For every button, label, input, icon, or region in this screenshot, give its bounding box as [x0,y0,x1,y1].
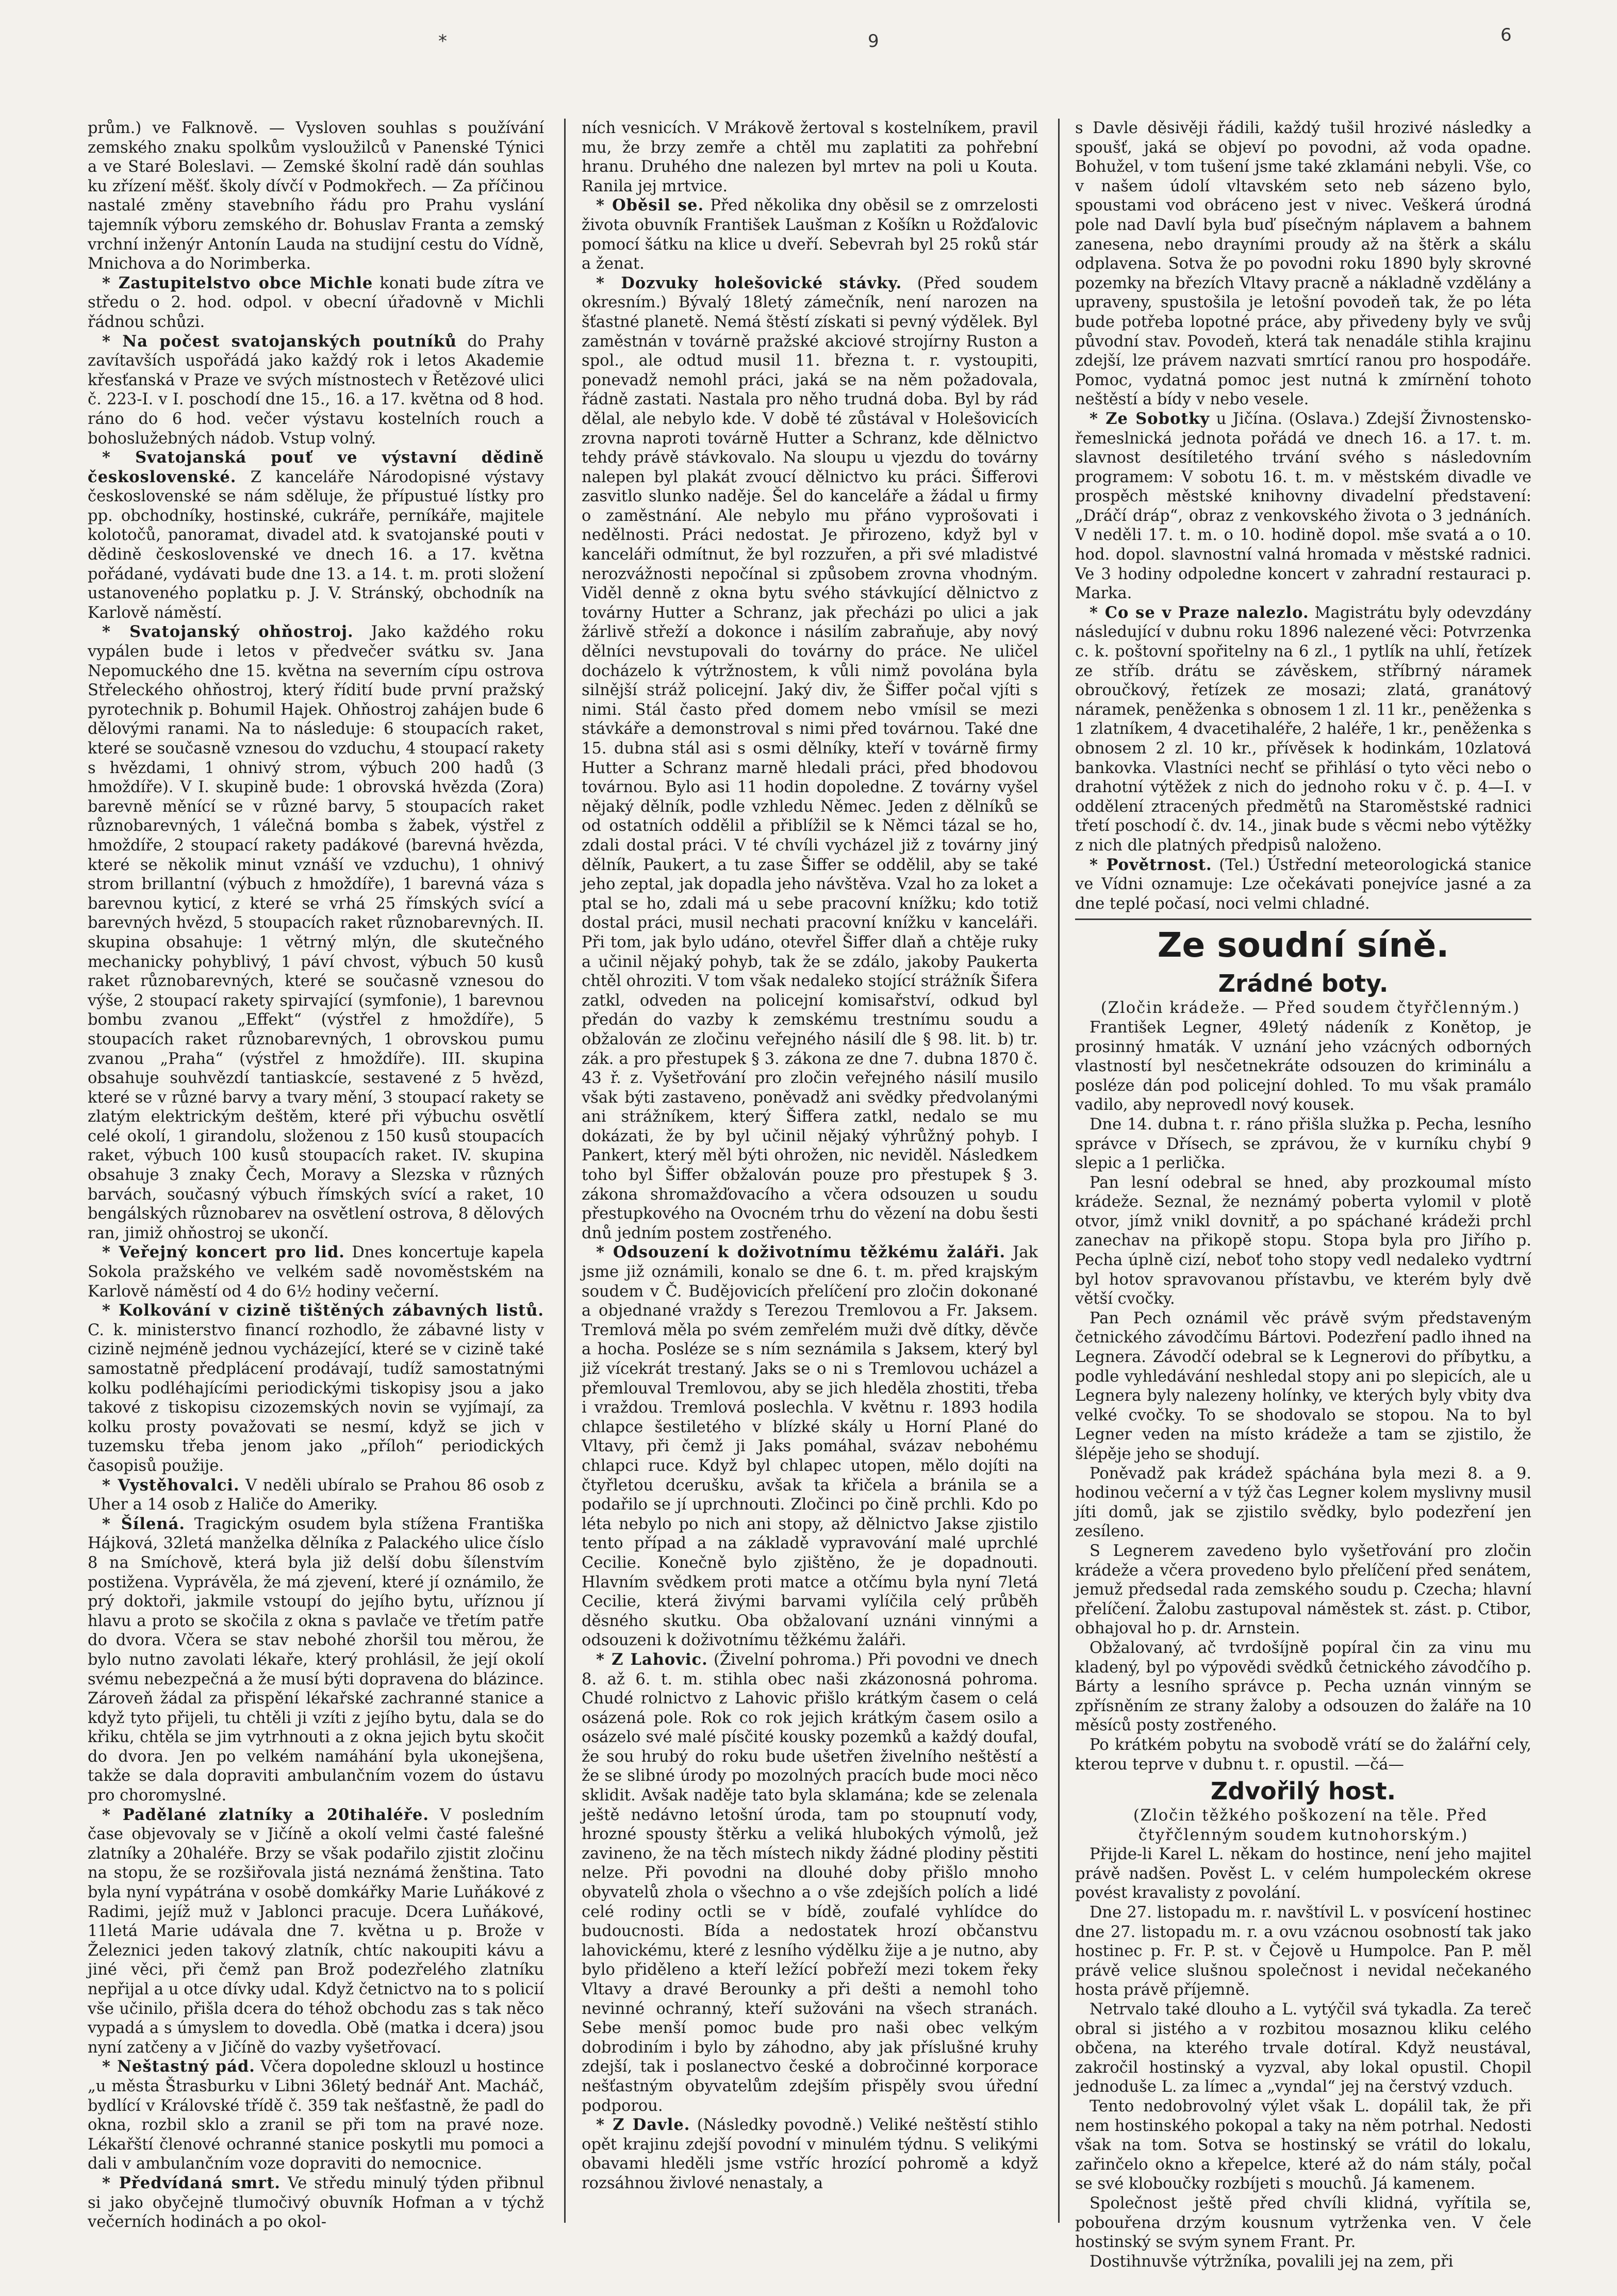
news-item-text: do Prahy zavítavších uspořádá jako každý rok i letos Akademie křesťanská v Praze ve svých místnostech v Řetězové ulici č. 223-I. v I. poschodí dne 15., 16. a 17. května od 8 hod. ráno do 6 hod. večer výstavu kostelních rouch a bohoslužebných nádob. Vstup volný. [88,332,544,448]
news-item [88,119,544,274]
news-item-headline: * Šílená. [102,1514,185,1533]
news-item-headline: * Z Lahovic. [596,1650,708,1669]
news-item-text: Jak jsme již oznámili, konalo se dne 6. t. m. před krajským soudem v Č. Budějovicích přelíčení pro zločin dokonané a objednané vraždy s Terezou Tremlovou a Fr. Jaksem. Tremlová měla po svém zemřelém muži dvě dítky, děvče a hocha. Posléze se s ním seznámila s Jaksem, který byl již vícekrát trestaný. Jaks se o ni s Tremlovou ucházel a přemlouval Tremlovou, aby se jich hleděla zhostiti, třeba i vraždou. Tremlová poslechla. V květnu r. 1893 hodila chlapce šestiletého v blízké skály u Horní Plané do Vltavy, při čemž ji Jaks pomáhal, svázav nebohému chlapci ruce. Když byl chlapec utopen, mělo dojíti na čtyřletou dcerušku, avšak ta křičela a bránila se a podařilo se jí uprchnouti. Zločinci po čině prchli. Kdo po léta nebylo po nich ani stopy, až dělnictvo Jakse zjistilo tento případ a na základě vypravování malé uprchlé Cecilie. Konečně bylo zjištěno, že je dopadnouti. Hlavním svědkem proti matce a otčímu byla nyní 7letá Cecilie, která živými barvami vylíčila celý průběh děsného skutku. Oba obžalovaní uznáni vinnými a odsouzeni k doživotnímu těžkému žaláři. [582,1243,1038,1650]
column-2 [582,119,1038,2223]
news-item [88,448,544,622]
news-item [88,1476,544,1515]
article-paragraph: Přijde-li Karel L. někam do hostince, není jeho majitel právě nadšen. Pověst L. v celém humpoleckém okrese povést kravalisty z povolání. [1075,1845,1531,1903]
news-item [88,1806,544,2058]
article-paragraph: Tento nedobrovolný výlet však L. dopálil tak, že při nem hostinského pokopal a taky na něm potrhal. Nedosti však na tom. Sotva se hostinský se vrátil do lokalu, zařinčelo okno a křepelce, které až do nám stály, počal se své kloboučky rozbíjeti s mouchů. Já kamenem. [1075,2097,1531,2193]
news-item [88,1243,544,1301]
news-item-headline: * Vystěhovalci. [102,1475,240,1495]
article-paragraph: Pan Pech oznámil věc právě svým představeným četnického závodčímu Bártovi. Podezření padlo ihned na Legnera. Závodčí odebral se k Legnerovi do příbytku, a podle vyhledávání neshledal stopy ani po slepicích, ale u Legnera byly nalezeny holínky, ve kterých byly vbity dva velké cvočky. To se shodovalo se stopou. Na to byl Legner veden na místo krádeže a tam se zjistilo, že šlépěje jeho se shodují. [1075,1309,1531,1463]
news-item [88,1515,544,1806]
news-item-headline: * Oběsil se. [596,196,704,215]
section-divider [1075,919,1531,920]
news-item-text: prům.) ve Falknově. — Vysloven souhlas s používání zemského znaku spolkům vysloužilců v Panenské Týnici a ve Staré Boleslavi. — Zemské školní radě dán souhlas ku zřízení měšť. školy dívčí v Podmokřech. — Za příčinou nastalé změny stavebního řádu pro Prahu vyslání tajemník výboru zemského dr. Bohuslav Franta a zemský vrchní inženýr Antonín Lauda na studijní cestu do Vídně, Mnichova a do Norimberka. [88,119,544,273]
page-mark-center: 9 [868,31,879,52]
news-item-text: (Následky povodně.) Veliké neštěstí stihlo opět krajinu zdejší povodní v minulém týdnu. S velikými obavami hleděli jsme vstříc hrozící pohromě a když rozsáhnou živlové nenastaly, a [582,2116,1038,2192]
news-item [582,119,1038,196]
news-item [1075,603,1531,856]
news-item [582,1243,1038,1650]
article-paragraph: Poněvadž pak krádež spáchána byla mezi 8. a 9. hodinou večerní a v týž čas Legner kolem myslivny musil jíti domů, jak se zjistilo svědky, bylo podezření jen zesíleno. [1075,1464,1531,1541]
news-item-headline: * Svatojanská pouť ve výstavní dědině československé. [88,448,544,486]
news-item-text: (Tel.) Ústřední meteorologická stanice ve Vídni oznamuje: Lze očekávati ponejvíce jasné a za dne teplé počasí, noci velmi chladné. [1075,856,1531,913]
news-item-headline: * Odsouzení k doživotnímu těžkému žaláři. [596,1243,1006,1262]
article-subtitle: (Zločin těžkého poškození na těle. Před čtyřčlenným soudem kutnohorským.) [1133,1807,1488,1844]
news-item-headline: * Ze Sobotky [1090,409,1210,428]
page-mark-right: 6 [1500,25,1512,45]
news-item-headline: * Na počest svatojanských poutníků [102,332,457,351]
news-item [88,332,544,449]
news-item-text: ních vesnicích. V Mrákově žertoval s kostelníkem, pravil mu, že brzy zemře a chtěl mu zaplatiti za pohřební hranu. Druhého dne nalezen byl mrtev na poli u Kouta. Ranila jej mrtvice. [582,119,1038,195]
news-item-text: C. k. ministerstvo financí rozhodlo, že zábavné listy v cizině nejméně jednou vycházející, které se v cizině také samostatně předplácení prodávají, tudíž samostatnými kolku podléhajícími periodickými tiskopisy jsou a jako takové z tiskopisu cizozemských novin se vyjímají, za kolku prosty považovati se nesmí, když se jich v tuzemsku třeba jenom jako „příloh“ periodických časopisů použije. [88,1321,544,1475]
page-mark-left: * [438,31,447,52]
court-section-title: Ze soudní síně. [1157,925,1449,965]
news-item-text: Z kanceláře Národopisné výstavy československé se nám sděluje, že přípustué lístky pro pp. obchodníky, hostinské, cukráře, perníkáře, majitele kolotočů, panoramat, divadel atd. k svatojanské pouti v dědině československé ve dnech 16. a 17. května pořádané, vydávati bude dne 13. a 14. t. m. proti složení ustanoveného poplatku p. J. V. Stránský, obchodník na Karlově náměstí. [88,468,544,622]
article-paragraph: Po krátkém pobytu na svobodě vrátí se do žalářní cely, kterou teprve v dubnu t. r. opustil. —čá— [1075,1735,1531,1774]
article-paragraph: Obžalovaný, ač tvrdošíjně popíral čin za vinu mu kladený, byl po výpovědi svědků četnického závodčího p. Bárty a lesního správce p. Pecha uznán vinným se zpřísněním ze strany žaloby a odsouzen do žaláře na 10 měsíců posty zostřeného. [1075,1638,1531,1735]
news-item-text: (Živelní pohroma.) Při povodni ve dnech 8. až 6. t. m. stihla obec naši zkázonosná pohroma. Chudé rolnictvo z Lahovic přišlo krátkým časem o celá osázená pole. Rok co rok jejich krátkým časem osilo a osázelo své malé písčité kousky pozemků a každý doufal, že sou hrubý do roku bude ušetřen živelního neštěstí a že se slibné úrody po mozolných pracích bude moci něco sklidit. Avšak naděje tato byla sklamána; kde se zelenala ještě nedávno letošní úroda, tam po stoupnutí vody, hrozné spousty štěrku a veliká hlubokých výmolů, jež zavineno, že na těch místech nikdy žádné plodiny pěstiti nelze. Při povodni na dlouhé doby přišlo mnoho obyvatelů zhola o všechno a o vše zdejších polích a lidé celé rodiny octli se v bídě, zoufalé vyhlídce do budoucnosti. Bída a nedostatek hrozí občanstvu lahovickému, které z lesního výdělku žije a je nutno, aby bylo přiděleno a kteří ležící pobřeží mezi tokem řeky Vltavy a dravé Berounky a při dešti a nemohl toho nevinné ochranný, kteří sužováni na všech stranách. Sebe menší pomoc bude pro naši obec velkým dobrodiním i bylo by záhodno, aby jak příslušné kruhy zdejší, tak i poslanectvo české a dobročinné korporace nešťastným obyvatelům zdejším přispěly svou úřední podporou. [582,1650,1038,2115]
news-item-headline: * Co se v Praze nalezlo. [1090,603,1309,622]
article-paragraph: Pan lesní odebral se hned, aby prozkoumal místo krádeže. Seznal, že neznámý poberta vylomil v plotě otvor, jímž vnikl dovnitř, a po spáchané krádeži prchl zanechav na přikopě stopu. Stopa byla pro Jiřího p. Pecha úplně cizí, neboť toho stopy vedl nedaleko vydtrní byl hotov spravovanou přístavbu, ve kterém byly dvě větší cvočky. [1075,1173,1531,1308]
news-item-headline: * Zastupitelstvo obce Michle [102,273,373,292]
article-paragraph: František Legner, 49letý nádeník z Konětop, je prosinný hmaták. V uznání jeho vzácných odborných vlastností byl nesčetnekráte odsouzen do kriminálu a posléze dán pod policejní dohled. To mu však pramálo vadilo, aby neprovedl nový kousek. [1075,1018,1531,1114]
news-item-text: (Před soudem okresním.) Bývalý 18letý zámečník, není narozen na šťastné planetě. Nemá štěstí získati si pevný výdělek. Byl zaměstnán v továrně pražské akciové strojírny Ruston a spol., ale odtud musil 11. března t. r. vystoupiti, ponevadž nemohl práci, jaká se na něm požadovala, řádně zastati. Nastala pro něho trudná doba. Byl by rád dělal, ale nebylo kde. V době té zůstával v Holešovicích zrovna naproti továrně Hutter a Schranz, kde dělnictvo tehdy právě stávkovalo. Na sloupu u vjezdu do továrny nalepen byl plakát zvoucí dělnictvo ku práci. Šifferovi zasvitlo slunko naděje. Šel do kanceláře a žádal u firmy o zaměstnání. Ale nebylo mu přáno vyprošovati i nedělnosti. Práci nedostat. Je přirozeno, když byl v kanceláři odmítnut, že byl rozzuřen, a při své mladistvé nerozvážnosti nepočínal si způsobem zrovna vhodným. Viděl denně z okna bytu svého stávkující dělnictvo z továrny Hutter a Schranz, jak přecházi po ulici a jak žárlivě střeží a dokonce i násilím zabraňuje, aby nový dělníci nevstupovali do továrny do práce. Ne uličel docházelo k výtržnostem, k vůli nimž povolána byla silnější stráž policejní. Jaký div, že Šiffer počal vjíti s nimi. Stál často před domem nebo vmísil se mezi stávkáře a demonstroval s nimi před továrnou. Také dne 15. dubna stál asi s osmi dělníky, kteří v továrně firmy Hutter a Schranz marně hledali práci, před bhodovou továrnou. Bylo asi 11 hodin dopoledne. Z továrny vyšel nějaký dělník, podle vzhledu Němec. Jeden z dělníků se od ostatních oddělil a přiblížil se k Němci tázal se ho, zdali dostal práci. V té chvíli vycházel již z továrny jiný dělník, Paukert, a tu zase Šiffer se oddělil, aby se také jeho zeptal, jak dopadla jeho návštěva. Vzal ho za loket a ptal se ho, zdali má u sebe pracovní knížku; kdo totiž dostal práci, musil nechati pracovní knížku v kanceláři. Při tom, jak bylo udáno, otevřel Šiffer dlaň a chtěje ruky a učinil nějaký pohyb, tak že se zdálo, jakoby Paukerta chtěl ohroziti. V tom však nedaleko stojící strážník Šifera zatkl, odveden na policejní komisařství, odkud byl předán do vazby k zemskému trestnímu soudu a obžalován ze zločinu veřejného násilí dle § 98. lit. b) tr. zák. a pro přestupek § 3. zákona ze dne 7. dubna 1870 č. 43 ř. z. Vyšetřování pro zločin veřejného násilí musilo však býti zastaveno, poněvadž ani svědky předvolanými ani strážníkem, který Šiffera zatkl, nedalo se mu dokázati, že by byl učinil nějaký výhrůžný pohyb. I Pankert, který měl býti ohrožen, nic neviděl. Následkem toho byl Šiffer obžalován pouze pro přestupek § 3. zákona shromažďovacího a včera odsouzen u soudu přestupkového na Ovocném trhu do vězení na dobu šesti dnů jedním postem zostřeného. [582,274,1038,1242]
news-item [88,274,544,332]
article-paragraph: S Legnerem zavedeno bylo vyšetřování pro zločin krádeže a včera provedeno bylo přelíčení před senátem, jemuž předsedal rada zemského soudu p. Czecha; hlavní přelíčení. Žalobu zastupoval náměstek st. zást. p. Ctibor, obhajoval ho p. dr. Arnstein. [1075,1541,1531,1638]
news-item-text: s Davle děsivěji řádili, každý tušil hrozivé následky a spoušť, jaká se objeví po povodni, až voda opadne. Bohužel, v tom tušení jsme také zklamáni nebyli. Vše, co v našem údolí vltavském seto neb sázeno bylo, spoustami vod obráceno jest v nivec. Veškerá úrodná pole nad Davlí byla buď písečným náplavem a bahnem zanesena, nebo drayními proudy až na štěrk a skálu odplavena. Sotva že po povodni roku 1890 byly skrovné pozemky na březích Vltavy pracně a nákladně vzdělány a upraveny, spustošila je letošní povodeň tak, že po léta bude potřeba lopotné práce, aby přivedeny byly ve svůj původní stav. Povodeň, která tak nenadále stihla krajinu zdejší, lze právem nazvati smrtící ranou pro hospodáře. Pomoc, vydatná pomoc jest nutná k zmírnění tohoto neštěstí a bídy v nebo vesele. [1075,119,1531,409]
news-item-text: Jako každého roku vypálen bude i letos v předvečer svátku sv. Jana Nepomuckého dne 15. května na severním cípu ostrova Střeleckého ohňostroj, který řídití bude první pražský pyrotechnik p. Bohumil Hajek. Ohňostroj zahájen bude 6 dělovými ranami. Na to následuje: 6 stoupacích raket, které se současně vznesou do vzduchu, 4 stoupací rakety s hvězdami, 1 ohnivý strom, výbuch 200 hadů (3 hmoždíře). V I. skupině bude: 1 obrovská hvězda (Zora) barevně měnící se v různé barvy, 5 stoupacích raket různobarevných, 1 válečná bomba s žabek, výstřel z hmoždíře, 2 stoupací rakety padákové (barevná hvězda, které se několik minut vznáší ve vzduchu), 1 ohnivý strom brillantní (výbuch z hmoždíře), 1 barevná váza s barevnou kyticí, z které se vrhá 25 římských svící a barevných hvězd, 5 stoupacích raket různobarevných. II. skupina obsahuje: 1 větrný mlýn, dle skutečného mechanicky pohyblivý, 1 páví chvost, výbuch 50 kusů raket různobarevných, které se současně vznesou do výše, 2 stoupací rakety spirvající (symfonie), 1 barevnou bombu zvanou „Effekt“ (výstřel z hmoždíře), 5 stoupacích raket různobarevných, 1 obrovskou pumu zvanou „Praha“ (výstřel z hmoždíře). III. skupina obsahuje souhvězdí tantiaskcíe, sestavené z 5 hvězd, které se v různé barvy a tvary mění, 3 stoupací rakety se zlatým elektrickým deštěm, které při výbuchu osvětlí celé okolí, 1 girandolu, složenou z 150 kusů stoupacích raket, výbuch 100 kusů stoupacích raket. IV. skupina obsahuje 3 znaky Čech, Moravy a Slezska v různých barvách, současný výbuch římských svící a raket, 10 bengálských různobarev na osvětlení ostrova, 8 dělových ran, jimiž ohňostroj se ukončí. [88,623,544,1242]
news-item [88,622,544,1243]
article-paragraph: Dne 14. dubna t. r. ráno přišla služka p. Pecha, lesního správce v Dřísech, se zprávou, že v kurníku chybí 9 slepic a 1 perlička. [1075,1115,1531,1173]
news-item-text: Magistrátu byly odevzdány následující v dubnu roku 1896 nalezené věci: Potvrzenka c. k. poštovní spořitelny na 6 zl., 1 pytlík na uhlí, řetízek ze stříb. drátu se závěskem, stříbrný náramek obroučkový, řetízek ze mosazi; zlatá, granátový náramek, peněženka s obnosem 1 zl. 11 kr., peněženka s 1 zlatníkem, 4 dvacetihaléře, 2 haléře, 1 kr., peněženka s obnosem 2 zl. 10 kr., přívěsek k hodinkám, 10zlatová bankovka. Vlastníci nechť se přihlásí o tyto věci nebo o drahotní výtěžek z nich do jednoho roku v č. p. 4—I. v oddělení ztracených předmětů na Staroměstské radnici třetí poschodí č. dv. 14., jinak bude s věcmi nebo výtěžky z nich dle platných předpisů naloženo. [1075,603,1531,855]
news-item-headline: * Svatojanský ohňostroj. [102,622,354,642]
news-item-headline: * Povětrnost. [1090,855,1212,874]
column-1 [88,119,544,2232]
news-item-headline: * Předvídaná smrt. [102,2173,281,2192]
article-title: Zdvořilý host. [1210,1777,1396,1806]
news-item-text: Před několika dny oběsil se z omrzelosti života obuvník František Laušman z Košíkn u Rožďalovic pomocí šátku na klice u dveří. Sebevrah byl 25 roků stár a ženat. [582,196,1038,273]
news-item-text: Včera dopoledne sklouzl u hostince „u města Štrasburku v Libni 36letý bednář Ant. Macháč, bydlící v Královské třídě č. 359 tak nešťastně, že padl do okna, rozbil sklo a zranil se při tom na pravé noze. Lékařští členové ochranné stanice poskytli mu pomoci a dali v ambulančním voze dopraviti do nemocnice. [88,2058,544,2173]
notices-list [1075,119,1531,913]
news-item [88,2057,544,2174]
news-item [582,2115,1038,2193]
news-item [1075,409,1531,603]
news-item-text: Tragickým osudem byla stížena Františka Hájková, 32letá manželka dělníka z Palackého ulice číslo 8 na Smíchově, která byla již delší dobu šílenstvím postižena. Vyprávěla, že má zjevení, které jí oznámilo, že prý doktoři, jakmile vstoupí do jejího bytu, uříznou jí hlavu a proto se skočila z okna s pavlače ve třetím patře do dvora. Včera se stav nebohé zhoršil tou měrou, že bylo nutno zavolati lékaře, který prohlásil, že její okolí svému nebezpečná a že musí býti dopravena do blázince. Zároveň žádal za přispění lékařské zachranné stanice a když tyto přijeli, tu chtěli ji vzíti z jejího bytu, dala se do křiku, chtěla se jim vytrhnouti a z okna jejich bytu skočit do dvora. Jen po velkém namáhání byla ukonejšena, takže se dala dopraviti ambulančním vozem do ústavu pro choromyslné. [88,1515,544,1805]
article-subtitle: (Zločin krádeže. — Před soudem čtyřčlenným.) [1100,999,1521,1018]
news-item-text: Ve středu minulý týden přibnul si jako obyčejně tlumočivý obuvník Hofman a v týchž večerních hodinách a po okol- [88,2174,544,2232]
court-articles [1075,969,1531,2271]
news-item [582,1650,1038,2115]
news-item [1075,119,1531,409]
news-item [1075,856,1531,914]
news-item [88,2174,544,2232]
news-item-text: Dnes koncertuje kapela Sokola pražského ve velkém sadě novoměstském na Karlově náměstí od 4 do 6½ hodiny večerní. [88,1243,544,1301]
news-item-headline: * Veřejný koncert pro lid. [102,1243,345,1262]
article-paragraph: Netrvalo také dlouho a L. vytýčil svá tykadla. Za tereč obral si jistého a v rozbitou mosaznou kliku celého občena, na kterého trvale dotíral. Když neustával, zakročil hostinský a vyzval, aby lokal opustil. Chopil jednoduše L. za límec a „vyndal“ jej na čerstvý vzduch. [1075,2000,1531,2096]
news-item-headline: * Padělané zlatníky a 20tihaléře. [102,1805,429,1824]
news-item-text: konati bude zítra ve středu o 2. hod. odpol. v obecní úřadovně v Michli řádnou schůzi. [88,274,544,331]
column-3 [1075,119,1531,2271]
news-item-text: V neděli ubíralo se Prahou 86 osob z Uher a 14 osob z Haliče do Ameriky. [88,1476,544,1514]
news-item-headline: * Dozvuky holešovické stávky. [596,273,902,292]
news-item-headline: * Z Davle. [596,2115,690,2135]
news-item [88,1301,544,1475]
newspaper-page [88,119,1531,2271]
article-paragraph: Dostihnuvše výtržníka, povalili jej na zem, při [1090,2252,1454,2271]
article-paragraph: Dne 27. listopadu m. r. navštívil L. v posvícení hostinec dne 27. listopadu m. r. a ovu vzácnou osobností tak jako hostinec p. Fr. P. st. v Čejově u Humpolce. Pan P. měl právě velice slušnou společnost i nevidal nečekaného hosta právě příjemně. [1075,1904,1531,1999]
news-item-headline: * Kolkování v cizině tištěných zábavných listů. [102,1301,544,1320]
news-item [582,196,1038,273]
news-item-text: u Jičína. (Oslava.) Zdejší Živnostensko-řemeslnická jednota pořádá ve dnech 16. a 17. t. m. slavnost desítiletého trvání svého s následovním programem: V sobotu 16. t. m. v městském divadle ve prospěch městské knihovny divadelní představení: „Dráčí dráp“, obraz z venkovského života o 3 jednáních. V neděli 17. t. m. o 10. hodině dopol. mše svatá a o 10. hod. dopol. slavnostní valná hromada v městské radnici. Ve 3 hodiny odpoledne koncert v zahradní restauraci p. Marka. [1075,409,1531,603]
column-divider [564,119,566,2223]
news-item-headline: * Neštastný pád. [102,2057,255,2076]
article-paragraph: Společnost ještě před chvíli klidná, vyřítila se, pobouřena drzým kousnum vytrženka ven. V čele hostinský se svým synem Frant. Pr. [1075,2194,1531,2252]
column-divider [1058,119,1060,2223]
article-title: Zrádné boty. [1218,970,1389,998]
news-item-text: V posledním čase objevovaly se v Jičíně a okolí velmi časté falešné zlatníky a 20haléře. Brzy se však podařilo zjistit zločinu na stopu, že se rozšiřovala jistá neznámá ženština. Tato byla nyní vypátrána v osobě domkářky Marie Luňákové z Radimi, jejíž muž v Jablonci pracuje. Dcera Luňákové, 11letá Marie udávala dne 7. května u p. Brože v Železnici jeden takový zlatník, chtíc nakoupiti kávu a jiné věci, při čemž pan Brož podezřelého zlatníku nepřijal a u otce dívky udal. Když četnictvo na to s policií vše učinilo, přišla dcera do téhož obchodu zas s tak něco vypadá a s úmyslem to dovedla. Obě (matka i dcera) jsou nyní zatčeny a v Jičíně do vazby vyšetřovací. [88,1806,544,2057]
news-item [582,274,1038,1243]
